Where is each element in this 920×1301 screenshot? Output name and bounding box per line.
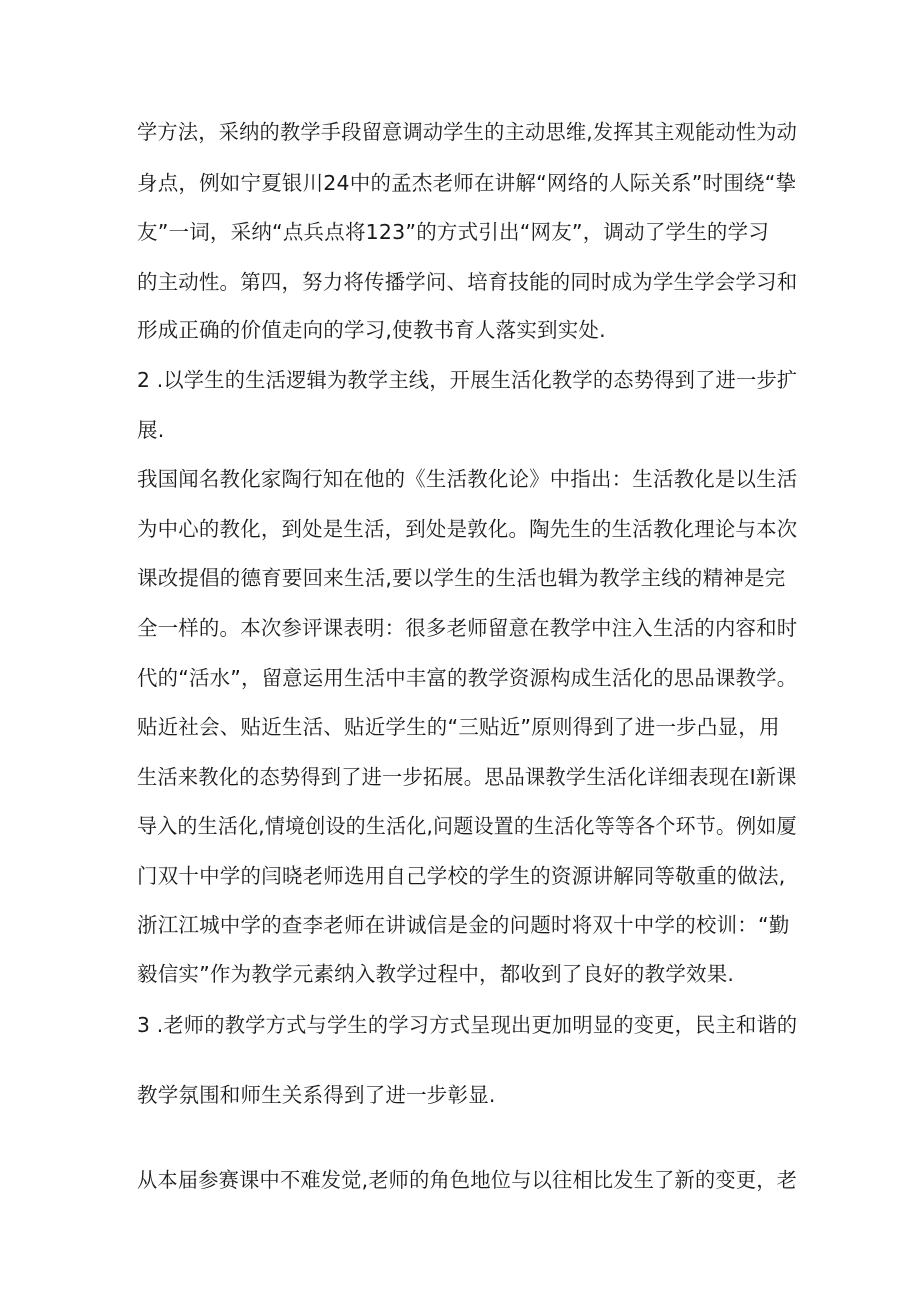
text-line: 全一样的。本次参评课表明：很多老师留意在教学中注入生活的内容和时 — [137, 616, 798, 640]
text-line: 门双十中学的闫晓老师选用自己学校的学生的资源讲解同等敬重的做法, — [137, 864, 786, 888]
text-line: 课改提倡的德育要回来生活,要以学生的生活也辑为教学主线的精神是完 — [137, 566, 786, 590]
text-line: 从本届参赛课中不难发觉,老师的角色地位与以往相比发生了新的变更，老 — [137, 1168, 798, 1192]
text-line: 教学氛围和师生关系得到了进一步彰显. — [137, 1083, 496, 1107]
section-heading-3: 3 .老师的教学方式与学生的学习方式呈现出更加明显的变更，民主和谐的 — [137, 1013, 798, 1037]
text-line: 展. — [137, 418, 165, 442]
text-line: 生活来教化的态势得到了进一步拓展。思品课教学生活化详细表现在I新课 — [137, 765, 797, 789]
text-line: 我国闻名教化家陶行知在他的《生活教化论》中指出：生活教化是以生活 — [137, 467, 798, 491]
text-line: 毅信实”作为教学元素纳入教学过程中，都收到了良好的教学效果. — [137, 962, 735, 986]
text-line: 学方法，采纳的教学手段留意调动学生的主动思维,发挥其主观能动性为动 — [137, 120, 798, 144]
section-heading-2: 2 .以学生的生活逻辑为教学主线，开展生活化教学的态势得到了进一步扩 — [137, 368, 798, 392]
text-line: 形成正确的价值走向的学习,使教书育人落实到实处. — [137, 318, 606, 342]
text-line: 身点，例如宁夏银川24中的孟杰老师在讲解“网络的人际关系”时围绕“挚 — [137, 171, 797, 195]
text-line: 为中心的教化，到处是生活，到处是敦化。陶先生的生活教化理论与本次 — [137, 517, 798, 541]
text-line: 导入的生活化,情境创设的生活化,问题设置的生活化等等各个环节。例如厦 — [137, 814, 797, 838]
text-line: 贴近社会、贴近生活、贴近学生的“三贴近”原则得到了进一步凸显，用 — [137, 715, 780, 739]
text-line: 代的“活水”，留意运用生活中丰富的教学资源构成生活化的思品课教学。 — [137, 666, 798, 690]
text-line: 友”一词，采纳“点兵点将123”的方式引出“网友”，调动了学生的学习 — [137, 220, 770, 244]
text-line: 的主动性。第四，努力将传播学问、培育技能的同时成为学生学会学习和 — [137, 270, 798, 294]
text-line: 浙江江城中学的查李老师在讲诚信是金的问题时将双十中学的校训：“勤 — [137, 913, 790, 937]
